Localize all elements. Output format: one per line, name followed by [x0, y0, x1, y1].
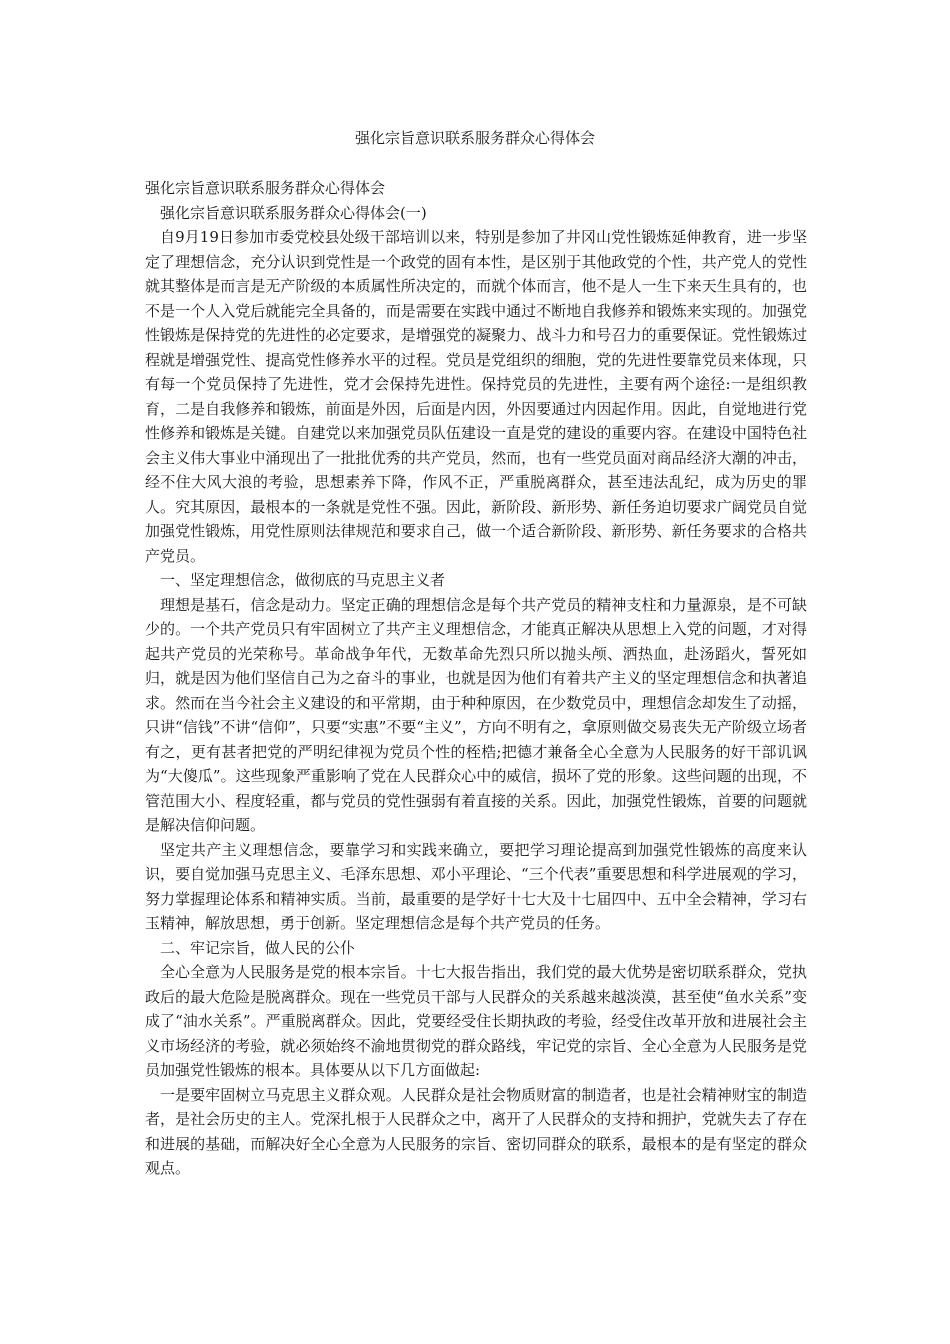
document-heading: 强化宗旨意识联系服务群众心得体会	[145, 179, 386, 197]
section-heading: 二、牢记宗旨，做人民的公仆	[160, 938, 356, 957]
document-body	[145, 176, 807, 1181]
page-title: 强化宗旨意识联系服务群众心得体会	[354, 129, 595, 147]
paragraph: 坚定共产主义理想信念，要靠学习和实践来确立，要把学习理论提高到加强党性锻炼的高度来认识，要自觉加强马克思主义、毛泽东思想、邓小平理论、“三个代表”重要思想和科学进展观的学习，努力掌握理论体系和精神实质。当前，最重要的是学好十七大及十七届四中、五中全会精神，学习右玉精神，解放思想，勇于创新。坚定理想信念是每个共产党员的任务。	[145, 840, 807, 932]
section-heading: 一、坚定理想信念，做彻底的马克思主义者	[160, 571, 446, 589]
paragraph: 全心全意为人民服务是党的根本宗旨。十七大报告指出，我们党的最大优势是密切联系群众，党执政后的最大危险是脱离群众。现在一些党员干部与人民群众的关系越来越淡漠，甚至使“鱼水关系”变成了“油水关系”。严重脱离群众。因此，党要经受住长期执政的考验，经受住改革开放和进展社会主义市场经济的考验，就必须始终不渝地贯彻党的群众路线，牢记党的宗旨、全心全意为人民服务是党员加强党性锻炼的根本。具体要从以下几方面做起:	[145, 963, 807, 1079]
paragraph: 自9月19日参加市委党校县处级干部培训以来，特别是参加了井冈山党性锻炼延伸教育，进一步坚定了理想信念，充分认识到党性是一个政党的固有本性，是区别于其他政党的个性，共产党人的党性就其整体是而言是无产阶级的本质属性所决定的，而就个体而言，他不是人一生下来天生具有的，也不是一个人入党后就能完全具备的，而是需要在实践中通过不断地自我修养和锻炼来实现的。加强党性锻炼是保持党的先进性的必定要求，是增强党的凝聚力、战斗力和号召力的重要保证。党性锻炼过程就是增强党性、提高党性修养水平的过程。党员是党组织的细胞，党的先进性要靠党员来体现，只有每一个党员保持了先进性，党才会保持先进性。保持党员的先进性，主要有两个途径:一是组织教育，二是自我修养和锻炼，前面是外因，后面是内因，外因要通过内因起作用。因此，自觉地进行党性修养和锻炼是关键。自建党以来加强党员队伍建设一直是党的建设的重要内容。在建设中国特色社会主义伟大事业中涌现出了一批批优秀的共产党员，然而，也有一些党员面对商品经济大潮的冲击，经不住大风大浪的考验，思想素养下降，作风不正，严重脱离群众，甚至违法乱纪，成为历史的罪人。究其原因，最根本的一条就是党性不强。因此，新阶段、新形势、新任务迫切要求广阔党员自觉加强党性锻炼，用党性原则法律规范和要求自己，做一个适合新阶段、新形势、新任务要求的合格共产党员。	[145, 228, 807, 565]
paragraph: 理想是基石，信念是动力。坚定正确的理想信念是每个共产党员的精神支柱和力量源泉，是不可缺少的。一个共产党员只有牢固树立了共产主义理想信念，才能真正解决从思想上入党的问题，才对得起共产党员的光荣称号。革命战争年代，无数革命先烈只所以抛头颅、洒热血，赴汤蹈火，誓死如归，就是因为他们坚信自己为之奋斗的事业，也就是因为他们有着共产主义的坚定理想信念和执著追求。然而在当今社会主义建设的和平常期，由于种种原因，在少数党员中，理想信念却发生了动摇，只讲“信钱”不讲“信仰”，只要“实惠”不要“主义”，方向不明有之，拿原则做交易丧失无产阶级立场者有之，更有甚者把党的严明纪律视为党员个性的桎梏;把德才兼备全心全意为人民服务的好干部讥讽为“大傻瓜”。这些现象严重影响了党在人民群众心中的威信，损坏了党的形象。这些问题的出现，不管范围大小、程度轻重，都与党员的党性强弱有着直接的关系。因此，加强党性锻炼，首要的问题就是解决信仰问题。	[145, 595, 807, 834]
paragraph: 一是要牢固树立马克思主义群众观。人民群众是社会物质财富的制造者，也是社会精神财宝的制造者，是社会历史的主人。党深扎根于人民群众之中，离开了人民群众的支持和拥护，党就失去了存在和进展的基础，而解决好全心全意为人民服务的宗旨、密切同群众的联系，最根本的是有坚定的群众观点。	[145, 1085, 807, 1177]
document-subheading: 强化宗旨意识联系服务群众心得体会(一)	[160, 203, 427, 222]
